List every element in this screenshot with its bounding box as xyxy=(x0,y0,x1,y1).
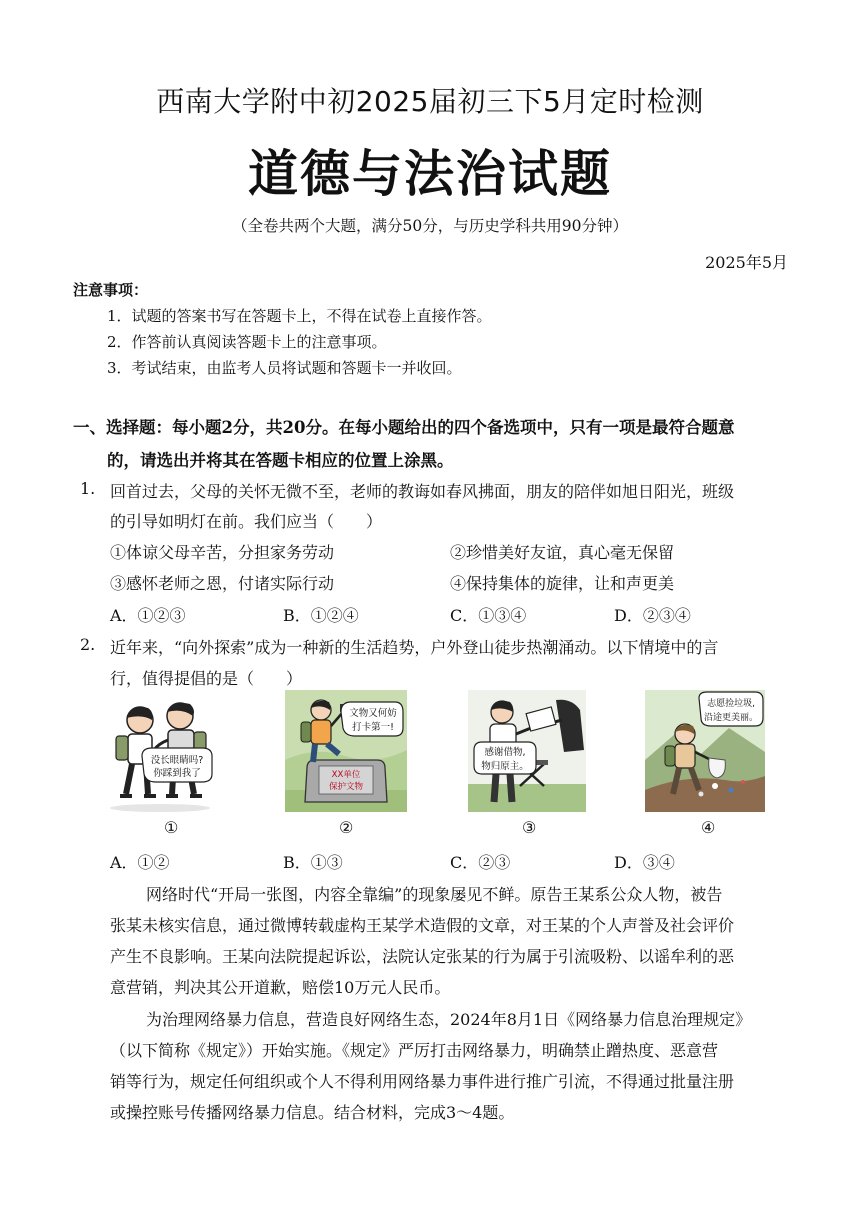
statement: ②珍惜美好友谊，真心毫无保留 xyxy=(450,543,675,562)
question-stem: 近年来，“向外探索”成为一种新的生活趋势，户外登山徒步热潮涌动。以下情境中的言 xyxy=(110,638,719,657)
exam-date: 2025年5月 xyxy=(705,253,788,272)
notice-item: 1．试题的答案书写在答题卡上，不得在试卷上直接作答。 xyxy=(107,307,492,325)
material-line: 销等行为，规定任何组织或个人不得利用网络暴力事件进行推广引流，不得通过批量注册 xyxy=(110,1072,735,1091)
material-line: 意营销，判决其公开道歉，赔偿10万元人民币。 xyxy=(110,978,451,997)
option-a: A．①② xyxy=(110,853,170,872)
sign-text: 保护文物 xyxy=(328,782,364,792)
exam-note: （全卷共两个大题，满分50分，与历史学科共用90分钟） xyxy=(232,217,628,235)
picture-caption: ④ xyxy=(701,818,716,837)
option-d: D．③④ xyxy=(614,853,675,872)
subject-title: 道德与法治试题 xyxy=(248,145,612,203)
bubble-text: 文物又何妨 xyxy=(349,708,397,719)
school-title: 西南大学附中初2025届初三下5月定时检测 xyxy=(156,85,704,118)
option-b: B．①③ xyxy=(283,853,343,872)
material-line: 或操控账号传播网络暴力信息。结合材料，完成3～4题。 xyxy=(110,1103,515,1122)
question-number: 1. xyxy=(80,479,96,498)
section-heading-cont: 的，请选出并将其在答题卡相应的位置上涂黑。 xyxy=(107,451,454,470)
notice-title: 注意事项： xyxy=(73,281,149,299)
statement: ③感怀老师之恩，付诸实际行动 xyxy=(110,574,335,593)
material-line: 张某未核实信息，通过微博转载虚构王某学术造假的文章，对王某的个人声誉及社会评价 xyxy=(110,916,735,935)
material-line: （以下简称《规定》）开始实施。《规定》严厉打击网络暴力，明确禁止蹭热度、恶意营 xyxy=(110,1041,719,1060)
bubble-text: 沿途更美丽。 xyxy=(703,713,759,723)
option-c: C．②③ xyxy=(450,853,511,872)
bubble-text: 物归原主。 xyxy=(481,761,529,772)
cartoon-picture-1 xyxy=(102,690,220,812)
question-stem: 行，值得提倡的是（ ） xyxy=(110,669,303,688)
material-line: 网络时代“开局一张图，内容全靠编”的现象屡见不鲜。原告王某系公众人物，被告 xyxy=(146,885,723,904)
statement: ①体谅父母辛苦，分担家务劳动 xyxy=(110,543,335,562)
cartoon-picture-4 xyxy=(645,690,765,812)
bubble-text: 打卡第一! xyxy=(352,722,394,733)
picture-caption: ② xyxy=(339,818,354,837)
statement: ④保持集体的旋律，让和声更美 xyxy=(450,574,675,593)
cartoon-picture-2 xyxy=(285,690,407,812)
notice-item: 3．考试结束，由监考人员将试题和答题卡一并收回。 xyxy=(107,359,462,377)
question-number: 2. xyxy=(80,635,96,654)
option-c: C．①③④ xyxy=(450,606,527,625)
bubble-text: 志愿捡垃圾, xyxy=(707,699,755,709)
section-heading: 一、选择题：每小题2分，共20分。在每小题给出的四个备选项中，只有一项是最符合题意 xyxy=(73,418,735,437)
option-d: D．②③④ xyxy=(614,606,691,625)
bubble-text: 没长眼睛吗? xyxy=(150,755,204,766)
option-b: B．①②④ xyxy=(283,606,359,625)
material-line: 为治理网络暴力信息，营造良好网络生态，2024年8月1日《网络暴力信息治理规定》 xyxy=(146,1010,752,1029)
question-stem: 的引导如明灯在前。我们应当（ ） xyxy=(110,512,383,531)
bubble-text: 你踩到我了 xyxy=(153,768,201,779)
question-stem: 回首过去，父母的关怀无微不至，老师的教诲如春风拂面，朋友的陪伴如旭日阳光，班级 xyxy=(110,482,735,501)
bubble-text: 感谢借物, xyxy=(484,747,526,758)
sign-text: XX单位 xyxy=(331,770,361,780)
picture-caption: ③ xyxy=(522,818,537,837)
material-line: 产生不良影响。王某向法院提起诉讼，法院认定张某的行为属于引流吸粉、以谣牟利的恶 xyxy=(110,947,735,966)
cartoon-picture-3 xyxy=(468,690,586,812)
picture-caption: ① xyxy=(164,818,179,837)
option-a: A．①②③ xyxy=(110,606,186,625)
notice-item: 2．作答前认真阅读答题卡上的注意事项。 xyxy=(107,333,387,351)
